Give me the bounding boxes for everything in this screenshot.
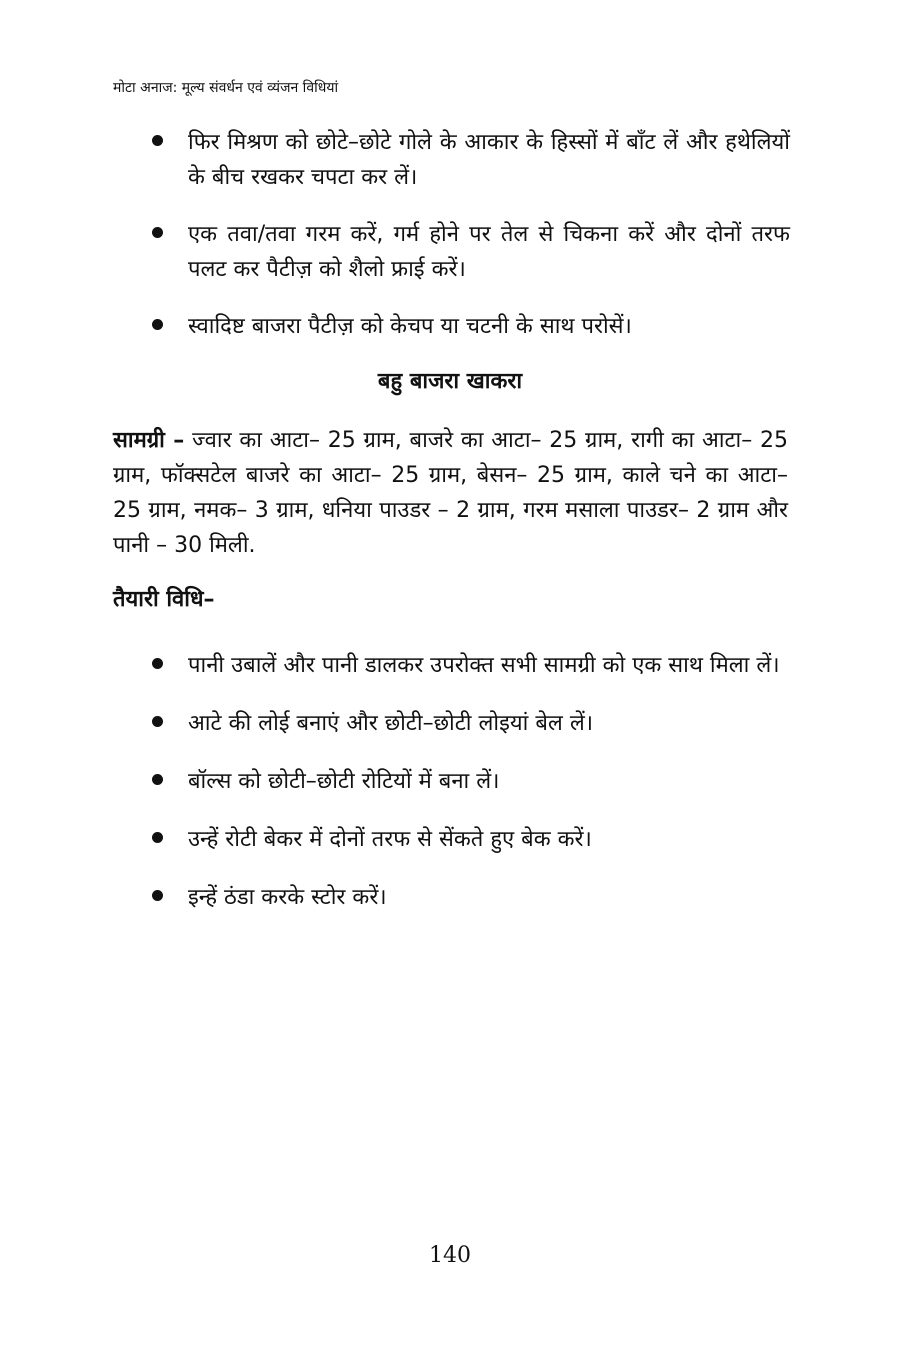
list-item <box>150 309 790 344</box>
previous-steps-list <box>150 125 790 366</box>
list-item <box>150 764 790 799</box>
step-text: एक तवा/तवा गरम करें, गर्म होने पर तेल से चिकना करें और दोनों तरफ पलट कर पैटीज़ को शैलो फ्राई करें। <box>188 222 790 282</box>
ingredients-paragraph <box>113 423 788 563</box>
list-item <box>150 217 790 287</box>
list-item <box>150 648 790 683</box>
bullet-icon <box>152 227 163 238</box>
list-item <box>150 822 790 857</box>
list-item <box>150 125 790 195</box>
step-text: स्वादिष्ट बाजरा पैटीज़ को केचप या चटनी के साथ परोसें। <box>188 314 632 339</box>
step-text: फिर मिश्रण को छोटे–छोटे गोले के आकार के हिस्सों में बाँट लें और हथेलियों के बीच रखकर चपटा कर लें। <box>188 130 790 190</box>
step-text: बॉल्स को छोटी–छोटी रोटियों में बना लें। <box>188 769 500 794</box>
step-text: आटे की लोई बनाएं और छोटी–छोटी लोइयां बेल लें। <box>188 711 594 736</box>
bullet-icon <box>152 832 163 843</box>
running-header: मोटा अनाज: मूल्य संवर्धन एवं व्यंजन विधियां <box>113 80 339 96</box>
bullet-icon <box>152 716 163 727</box>
list-item <box>150 880 790 915</box>
ingredients-text: ज्वार का आटा– 25 ग्राम, बाजरे का आटा– 25 ग्राम, रागी का आटा– 25 ग्राम, फॉक्सटेल बाजरे का आटा– 25 ग्राम, बेसन– 25 ग्राम, काले चने का आटा– 25 ग्राम, नमक– 3 ग्राम, धनिया पाउडर – 2 ग्राम, गरम मसाला पाउडर– 2 ग्राम और पानी – 30 मिली. <box>113 428 789 558</box>
bullet-icon <box>152 135 163 146</box>
bullet-icon <box>152 658 163 669</box>
method-steps-list <box>150 648 790 938</box>
page-number: 140 <box>429 1243 471 1268</box>
step-text: पानी उबालें और पानी डालकर उपरोक्त सभी सामग्री को एक साथ मिला लें। <box>188 653 780 678</box>
ingredients-label: सामग्री – <box>113 428 185 453</box>
list-item <box>150 706 790 741</box>
bullet-icon <box>152 890 163 901</box>
method-heading: तैयारी विधि– <box>113 587 215 612</box>
step-text: इन्हें ठंडा करके स्टोर करें। <box>188 885 387 910</box>
bullet-icon <box>152 774 163 785</box>
bullet-icon <box>152 319 163 330</box>
step-text: उन्हें रोटी बेकर में दोनों तरफ से सेंकते हुए बेक करें। <box>188 827 592 852</box>
recipe-title: बहु बाजरा खाकरा <box>377 369 523 394</box>
